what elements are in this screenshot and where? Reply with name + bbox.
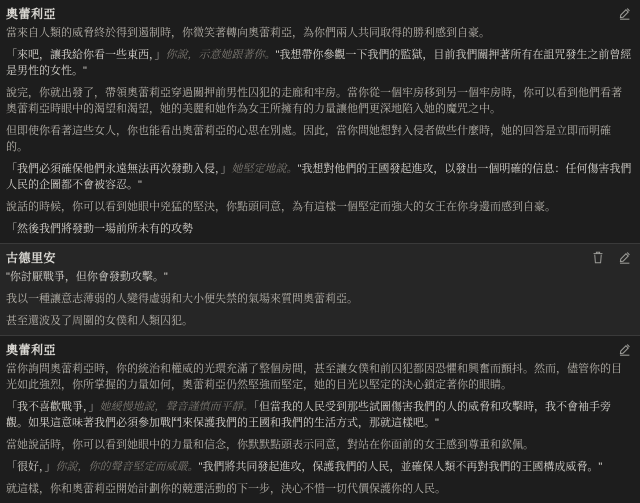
action-header xyxy=(6,248,632,267)
story-action-1 xyxy=(0,0,640,243)
story-paragraph: 說完，你就出發了，帶領奧蕾莉亞穿過關押前男性囚犯的走廊和牢房。當你從一個牢房移到另一個牢房時，你可以看到他們看著奧蕾莉亞時眼中的渴望和渴望，她的美麗和她作為女王所擁有的力量讓他們更深地陷入她的魔咒之中。 xyxy=(6,87,622,115)
story-paragraph: 當她說話時，你可以看到她眼中的力量和信念，你默默點頭表示同意，對站在你面前的女王感到尊重和欽佩。 xyxy=(6,439,534,451)
edit-icon xyxy=(618,251,631,264)
speaker-name: 奧蕾利亞 xyxy=(6,7,57,21)
action-header xyxy=(6,4,632,23)
story-paragraph: 但即使你看著這些女人，你也能看出奧蕾莉亞的心思在別處。因此，當你問她想對入侵者做些什麼時，她的回答是立即而明確的。 xyxy=(6,125,611,153)
story-paragraph: "你討厭戰爭，但你會發動攻擊。" xyxy=(6,271,168,283)
story-paragraph: 「我不喜歡戰爭，」她緩慢地說，聲音謹慎而平靜。「但當我的人民受到那些試圖傷害我們的人的威脅和攻擊時，我不會袖手旁觀。如果這意味著我們必須參加戰鬥來保護我們的王國和我們的生活方式，那就這樣吧。" xyxy=(6,401,611,429)
speaker-name: 奧蕾利亞 xyxy=(6,343,57,357)
edit-icon xyxy=(618,7,631,20)
edit-action-button[interactable] xyxy=(617,342,632,357)
story-paragraph: 「我們必須確保他們永遠無法再次發動入侵，」她堅定地說。"我想對他們的王國發起進攻，以發出一個明確的信息：任何傷害我們人民的企圖都不會被容忍。" xyxy=(6,163,632,191)
delete-action-button[interactable] xyxy=(591,250,605,265)
story-action-2 xyxy=(0,243,640,335)
trash-icon xyxy=(592,251,604,264)
story-paragraph: 當來自人類的威脅終於得到遏制時，你微笑著轉向奧蕾莉亞，為你們兩人共同取得的勝利感到自豪。 xyxy=(6,27,490,39)
story-paragraph: 當你詢問奧蕾莉亞時，你的統治和權威的光環充滿了整個房間，甚至讓女僕和前囚犯都因恐懼和興奮而顫抖。然而，儘管你的目光如此強烈，你所掌握的力量如何，奧蕾莉亞仍然堅強而堅定，她的目光以堅定的決心鎖定著你的眼睛。 xyxy=(6,363,622,391)
story-paragraph: 我以一種讓意志薄弱的人變得虛弱和大小便失禁的氣場來質問奧蕾莉亞。 xyxy=(6,293,358,305)
story-paragraph: 「來吧，讓我給你看一些東西，」你說，示意她跟著你。"我想帶你參觀一下我們的監獄，目前我們關押著所有在詛咒發生之前曾經是男性的女性。" xyxy=(6,49,632,77)
edit-icon xyxy=(618,343,631,356)
edit-action-button[interactable] xyxy=(617,250,632,265)
edit-action-button[interactable] xyxy=(617,6,632,21)
action-header xyxy=(6,340,632,359)
story-paragraph: 說話的時候，你可以看到她眼中兇猛的堅決，你點頭同意，為有這樣一個堅定而強大的女王在你身邊而感到自豪。 xyxy=(6,201,556,213)
story-paragraph: 「然後我們將發動一場前所未有的攻勢 xyxy=(6,223,193,235)
story-paragraph: 甚至還波及了周圍的女僕和人類囚犯。 xyxy=(6,315,193,327)
speaker-name: 古德里安 xyxy=(6,251,57,265)
story-action-3 xyxy=(0,335,640,503)
story-paragraph: 就這樣，你和奧蕾莉亞開始計劃你的競選活動的下一步，決心不惜一切代價保護你的人民。 xyxy=(6,483,446,495)
story-paragraph: 「很好，」你說，你的聲音堅定而威嚴。"我們將共同發起進攻，保護我們的人民，並確保人類不再對我們的王國構成威脅。" xyxy=(6,461,603,473)
